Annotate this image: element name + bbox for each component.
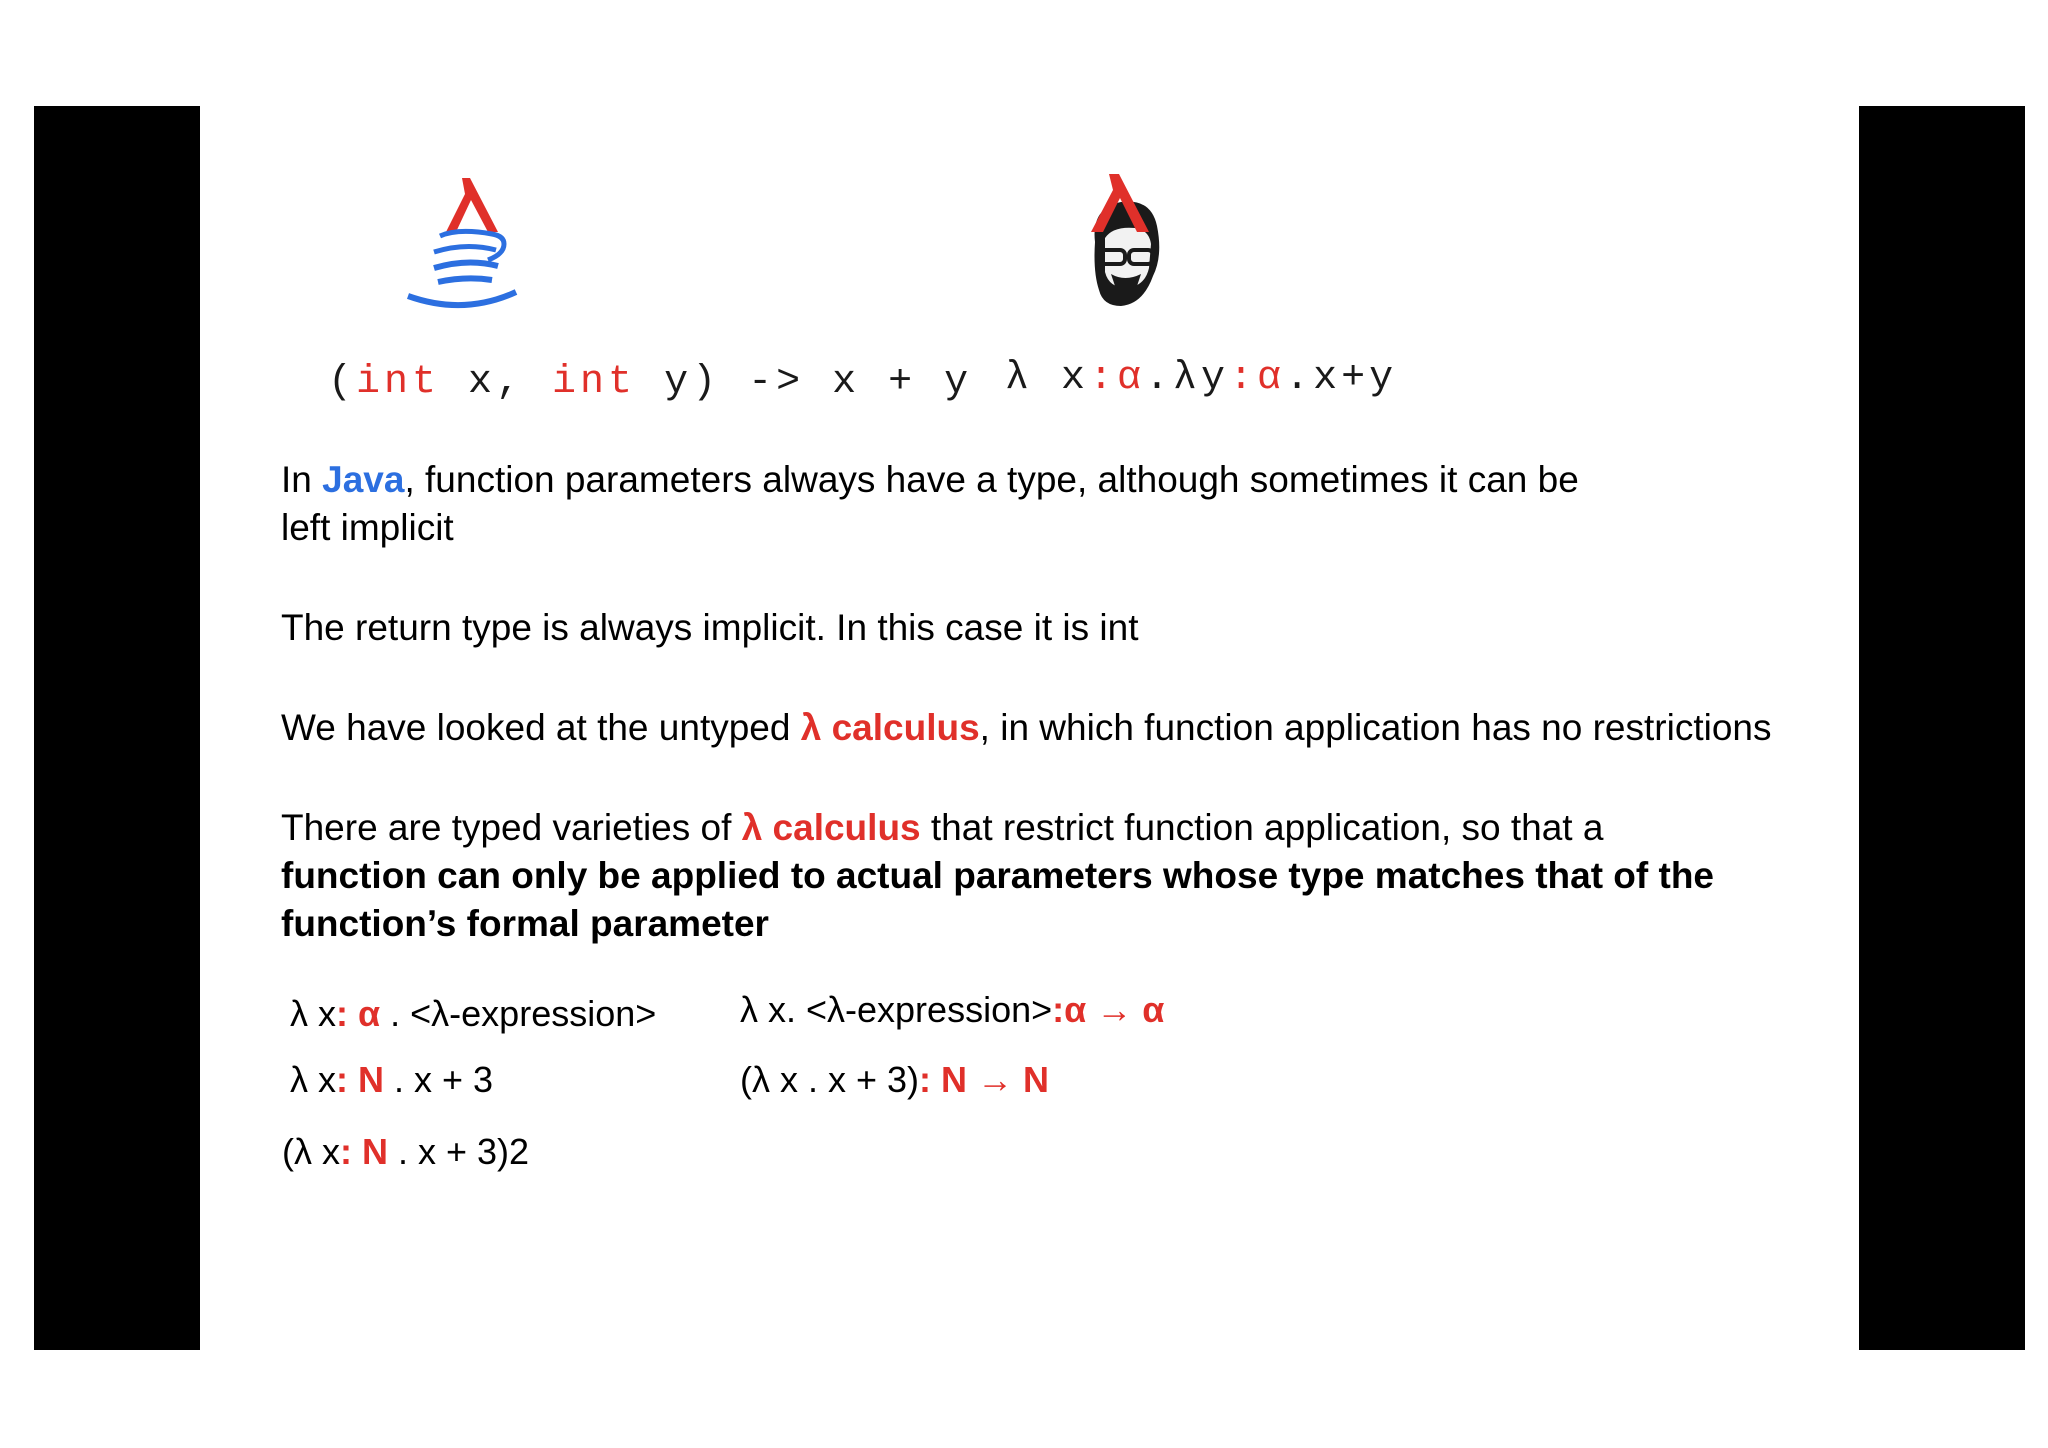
lambda-calculus-highlight: λ calculus: [800, 707, 980, 748]
typed-lambda-code: [1005, 356, 1397, 401]
type-annotation: : α: [336, 993, 381, 1034]
text: λ x: [290, 993, 337, 1034]
text: . <λ-expression>: [380, 993, 657, 1034]
java-lambda-code: [328, 360, 972, 405]
java-lambda-logo-icon: [400, 170, 530, 320]
text: (λ x: [282, 1131, 340, 1172]
type-annotation: : N: [336, 1059, 385, 1100]
alonzo-church-lambda-icon: [1065, 168, 1175, 318]
expression-application: [282, 1130, 529, 1174]
type-annotation: :α → α: [1052, 989, 1165, 1030]
letterbox-right: [1859, 106, 2025, 1350]
paragraph-untyped-lambda: [281, 704, 1841, 752]
text: (λ x . x + 3): [740, 1059, 920, 1100]
text: In: [281, 459, 323, 500]
text: . x + 3: [384, 1059, 494, 1100]
text: There are typed varieties of: [281, 807, 742, 848]
code-text: y) -> x + y: [636, 360, 973, 405]
text: . x + 3)2: [388, 1131, 530, 1172]
letterbox-left: [34, 106, 200, 1350]
code-text: x,: [440, 360, 553, 405]
text: that restrict function application, so that a: [920, 807, 1604, 848]
expression-generic: [290, 992, 656, 1036]
text: , function parameters always have a type, although sometimes it can be: [404, 459, 1579, 500]
code-text: λ x: [1005, 356, 1090, 401]
code-keyword-int: int: [552, 360, 637, 405]
lambda-calculus-highlight: λ calculus: [741, 807, 921, 848]
paragraph-return-type: [281, 604, 1841, 652]
expression-nat: [290, 1058, 493, 1102]
text: λ x. <λ-expression>: [740, 989, 1053, 1030]
text: λ x: [290, 1059, 337, 1100]
type-annotation: : N: [340, 1131, 388, 1172]
text: We have looked at the untyped: [281, 707, 801, 748]
bold-text: function’s formal parameter: [281, 903, 769, 944]
text: left implicit: [281, 507, 454, 548]
expression-generic-return: [740, 988, 1164, 1032]
type-annotation: : N → N: [919, 1059, 1050, 1100]
bold-text: function can only be applied to actual parameters whose type matches that of the: [281, 855, 1715, 896]
code-text: .λy: [1145, 356, 1230, 401]
code-keyword-int: int: [356, 360, 441, 405]
paragraph-java-types: [281, 456, 1841, 552]
code-type: :α: [1229, 356, 1286, 401]
code-type: :α: [1089, 356, 1146, 401]
code-text: .x+y: [1285, 356, 1398, 401]
expression-nat-return: [740, 1058, 1049, 1102]
paragraph-typed-lambda: [281, 804, 1841, 948]
code-paren: (: [328, 360, 357, 405]
java-highlight: Java: [322, 459, 405, 500]
text: , in which function application has no restrictions: [979, 707, 1772, 748]
text: The return type is always implicit. In this case it is int: [281, 607, 1139, 648]
